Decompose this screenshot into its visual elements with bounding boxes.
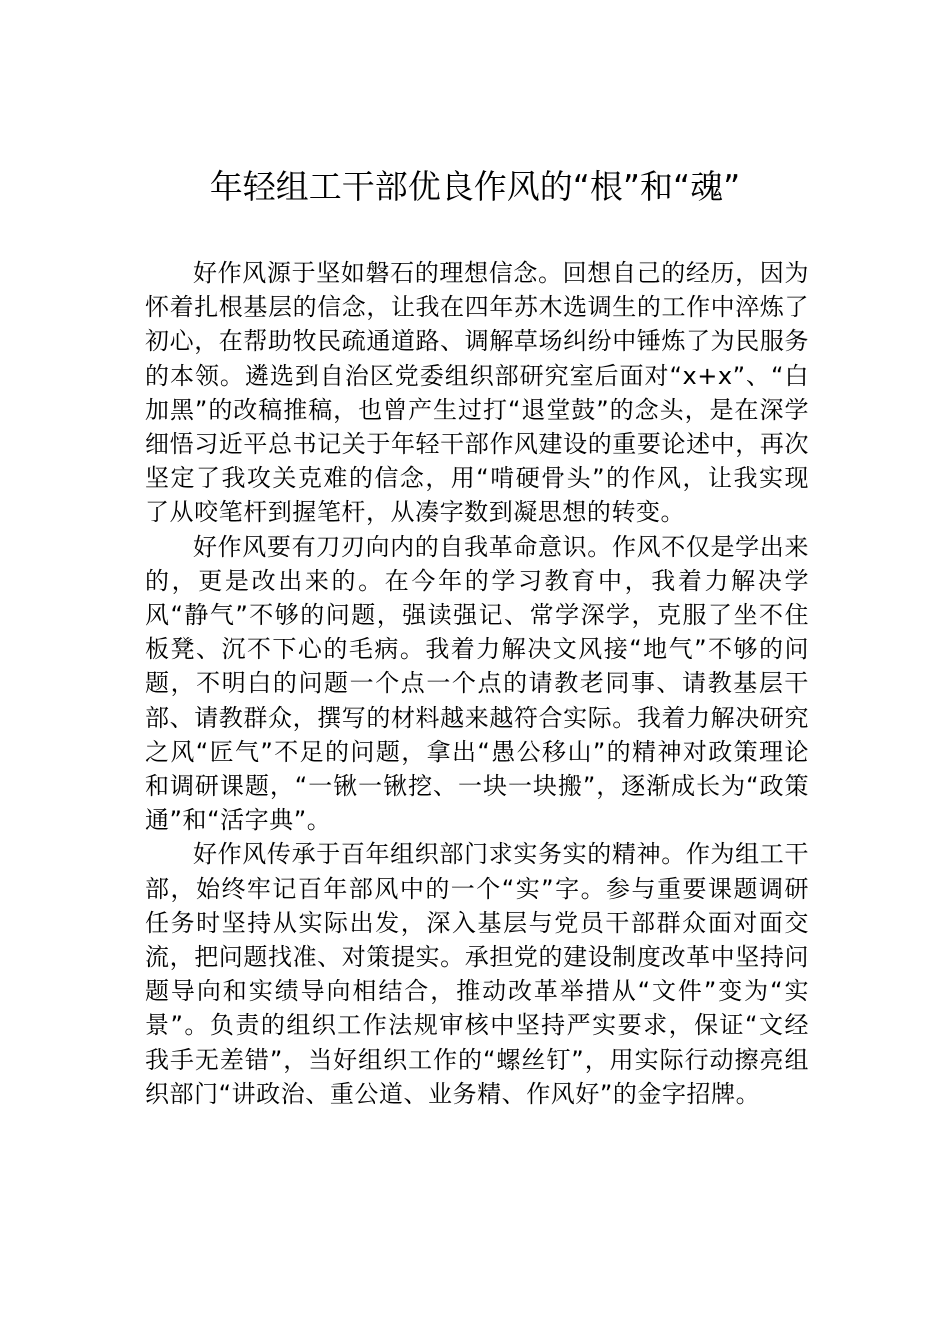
paragraph-2: 好作风要有刀刃向内的自我革命意识。作风不仅是学出来的，更是改出来的。在今年的学习教育中，我着力解决学风“静气”不够的问题，强读强记、常学深学，克服了坐不住板凳、沉不下心的毛病。我着力解决文风接“地气”不够的问题，不明白的问题一个点一个点的请教老同事、请教基层干部、请教群众，撰写的材料越来越符合实际。我着力解决研究之风“匠气”不足的问题，拿出“愚公移山”的精神对政策理论和调研课题，“一锹一锹挖、一块一块搬”，逐渐成长为“政策通”和“活字典”。 <box>145 532 809 835</box>
paragraph-1: 好作风源于坚如磐石的理想信念。回想自己的经历，因为怀着扎根基层的信念，让我在四年苏木选调生的工作中淬炼了初心，在帮助牧民疏通道路、调解草场纠纷中锤炼了为民服务的本领。遴选到自治区党委组织部研究室后面对“x+x”、“白加黑”的改稿推稿，也曾产生过打“退堂鼓”的念头，是在深学细悟习近平总书记关于年轻干部作风建设的重要论述中，再次坚定了我攻关克难的信念，用“啃硬骨头”的作风，让我实现了从咬笔杆到握笔杆，从凑字数到凝思想的转变。 <box>145 259 809 527</box>
document-body <box>145 256 809 1111</box>
paragraph-3: 好作风传承于百年组织部门求实务实的精神。作为组工干部，始终牢记百年部风中的一个“实”字。参与重要课题调研任务时坚持从实际出发，深入基层与党员干部群众面对面交流，把问题找准、对策提实。承担党的建设制度改革中坚持问题导向和实绩导向相结合，推动改革举措从“文件”变为“实景”。负责的组织工作法规审核中坚持严实要求，保证“文经我手无差错”，当好组织工作的“螺丝钉”，用实际行动擦亮组织部门“讲政治、重公道、业务精、作风好”的金字招牌。 <box>145 840 809 1108</box>
document-title: 年轻组工干部优良作风的“根”和“魂” <box>209 167 741 206</box>
